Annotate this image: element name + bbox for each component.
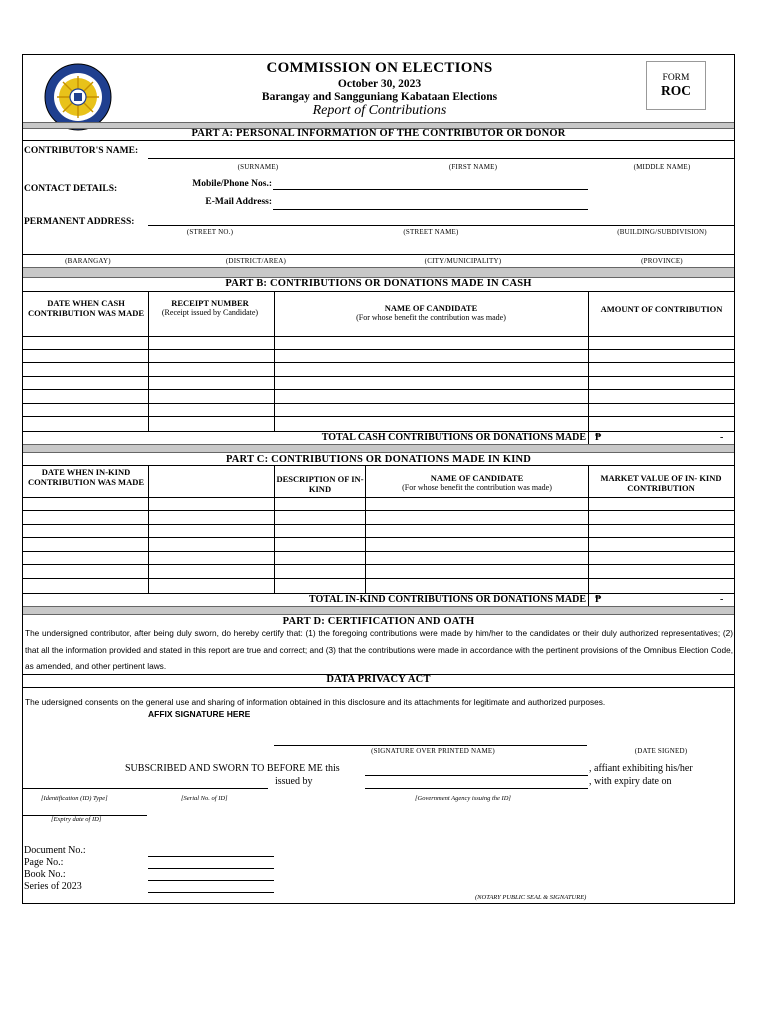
middle-name-caption: (MIDDLE NAME) xyxy=(633,163,691,171)
oath-date-field[interactable] xyxy=(365,775,588,776)
street-no-caption: (STREET NO.) xyxy=(186,228,234,236)
email-label: E-Mail Address: xyxy=(205,197,272,207)
privacy-title: DATA PRIVACY ACT xyxy=(326,674,431,685)
id-type-caption: [Identification (ID) Type] xyxy=(41,795,108,802)
contributor-name-label: CONTRIBUTOR'S NAME: xyxy=(24,146,139,156)
col-cash-date: DATE WHEN CASH CONTRIBUTION WAS MADE xyxy=(27,298,145,318)
col-amount: AMOUNT OF CONTRIBUTION xyxy=(600,304,723,314)
barangay-caption: (BARANGAY) xyxy=(65,257,111,265)
serial-caption: [Serial No. of ID] xyxy=(181,795,228,802)
rule xyxy=(274,465,275,593)
col-description: DESCRIPTION OF IN-KIND xyxy=(276,474,364,494)
inkind-total-currency: ₱ xyxy=(595,594,602,605)
signature-caption: (SIGNATURE OVER PRINTED NAME) xyxy=(371,747,495,755)
rule xyxy=(365,465,366,593)
address-label: PERMANENT ADDRESS: xyxy=(24,217,135,227)
first-name-caption: (FIRST NAME) xyxy=(448,163,498,171)
form-label: FORM xyxy=(662,73,690,83)
inkind-row[interactable] xyxy=(23,551,734,552)
certification-text: The undersigned contributor, after being duly sworn, do hereby certify that: (1) the foregoing contributions were made by him/her to the candidates or their duly authorized representatives; (2) that all the information provided and stated in this report are true and correct; and (3) that the contributions were made in accordance with the pertinent provisions of the Omnibus Election Code, as amended, and other pertinent laws. xyxy=(25,628,733,671)
form-code: ROC xyxy=(661,83,691,98)
contributor-name-field[interactable] xyxy=(148,158,734,159)
address-field[interactable] xyxy=(148,225,734,226)
book-no-field[interactable] xyxy=(148,880,274,881)
inkind-total-value: - xyxy=(720,594,724,605)
rule xyxy=(148,291,149,431)
inkind-row[interactable] xyxy=(23,578,734,579)
part-a-title: PART A: PERSONAL INFORMATION OF THE CONTRIBUTOR OR DONOR xyxy=(191,128,566,139)
part-c-title: PART C: CONTRIBUTIONS OR DONATIONS MADE IN KIND xyxy=(225,454,532,465)
date-signed-caption: (DATE SIGNED) xyxy=(634,747,688,755)
cash-total-currency: ₱ xyxy=(595,432,602,443)
address-field-2[interactable] xyxy=(23,254,734,255)
city-caption: (CITY/MUNICIPALITY) xyxy=(424,257,502,265)
building-caption: (BUILDING/SUBDIVISION) xyxy=(617,228,707,236)
inkind-row[interactable] xyxy=(23,497,734,498)
col-inkind-candidate-label: NAME OF CANDIDATE xyxy=(430,473,524,483)
province-caption: (PROVINCE) xyxy=(641,257,683,265)
cash-row[interactable] xyxy=(23,389,734,390)
inkind-row[interactable] xyxy=(23,537,734,538)
expiry-date-caption: [Expiry date of ID] xyxy=(51,816,102,823)
series-field[interactable] xyxy=(148,892,274,893)
cash-row[interactable] xyxy=(23,376,734,377)
privacy-text: The udersigned consents on the general use and sharing of information obtained in this disclosure and its attachments for legitimate and authorized purposes. xyxy=(25,697,606,707)
signature-field[interactable] xyxy=(274,745,587,746)
expiry-text: , with expiry date on xyxy=(589,776,672,787)
rule xyxy=(23,687,734,688)
rule xyxy=(588,291,589,431)
divider-bar xyxy=(23,444,734,453)
part-d-title: PART D: CERTIFICATION AND OATH xyxy=(282,616,475,627)
col-candidate-sub: (For whose benefit the contribution was made) xyxy=(356,313,506,322)
affiant-text: , affiant exhibiting his/her xyxy=(589,763,693,774)
cash-total-value: - xyxy=(720,432,724,443)
contact-label: CONTACT DETAILS: xyxy=(24,184,118,194)
col-candidate xyxy=(275,303,587,323)
affix-signature-label: AFFIX SIGNATURE HERE xyxy=(148,709,251,719)
subscribed-text: SUBSCRIBED AND SWORN TO BEFORE ME this xyxy=(125,763,340,774)
col-market-value: MARKET VALUE OF IN- KIND CONTRIBUTION xyxy=(600,473,722,493)
inkind-row[interactable] xyxy=(23,510,734,511)
agency-caption: [Government Agency issuing the ID] xyxy=(415,795,511,802)
phone-label: Mobile/Phone Nos.: xyxy=(192,179,272,189)
inkind-row[interactable] xyxy=(23,564,734,565)
surname-caption: (SURNAME) xyxy=(237,163,279,171)
rule xyxy=(148,465,149,593)
agency-title: COMMISSION ON ELECTIONS xyxy=(266,60,493,76)
book-no-label: Book No.: xyxy=(24,869,66,880)
form-code-box xyxy=(646,61,706,110)
rule xyxy=(274,291,275,431)
id-type-field[interactable] xyxy=(23,788,268,789)
rule xyxy=(23,291,734,292)
col-inkind-candidate xyxy=(367,473,587,493)
col-receipt-sub: (Receipt issued by Candidate) xyxy=(161,308,259,317)
cash-row[interactable] xyxy=(23,349,734,350)
email-field[interactable] xyxy=(273,209,588,210)
issued-by-text: issued by xyxy=(275,776,313,787)
page-no-field[interactable] xyxy=(148,868,274,869)
divider-bar xyxy=(23,606,734,615)
cash-total-label: TOTAL CASH CONTRIBUTIONS OR DONATIONS MADE xyxy=(321,432,586,443)
cash-row[interactable] xyxy=(23,403,734,404)
inkind-row[interactable] xyxy=(23,524,734,525)
rule xyxy=(588,431,589,444)
rule xyxy=(588,593,589,606)
cash-row[interactable] xyxy=(23,336,734,337)
rule xyxy=(588,465,589,593)
col-inkind-candidate-sub: (For whose benefit the contribution was made) xyxy=(402,483,552,492)
cash-row[interactable] xyxy=(23,416,734,417)
col-receipt-label: RECEIPT NUMBER xyxy=(171,298,249,308)
col-receipt xyxy=(149,298,271,318)
rule xyxy=(23,465,734,466)
street-name-caption: (STREET NAME) xyxy=(403,228,459,236)
series-label: Series of 2023 xyxy=(24,881,82,892)
page-no-label: Page No.: xyxy=(24,857,64,868)
rule xyxy=(23,140,734,141)
inkind-total-label: TOTAL IN-KIND CONTRIBUTIONS OR DONATIONS MADE xyxy=(309,594,586,605)
doc-no-label: Document No.: xyxy=(24,845,86,856)
col-candidate-label: NAME OF CANDIDATE xyxy=(384,303,478,313)
divider-bar xyxy=(23,267,734,278)
report-title: Report of Contributions xyxy=(312,103,447,118)
part-b-title: PART B: CONTRIBUTIONS OR DONATIONS MADE IN CASH xyxy=(225,278,532,289)
doc-no-field[interactable] xyxy=(148,856,274,857)
election-name: Barangay and Sangguniang Kabataan Elections xyxy=(261,91,498,103)
election-date: October 30, 2023 xyxy=(337,78,422,90)
phone-field[interactable] xyxy=(273,189,588,190)
agency-field[interactable] xyxy=(365,788,588,789)
form-page xyxy=(22,54,735,904)
col-inkind-date: DATE WHEN IN-KIND CONTRIBUTION WAS MADE xyxy=(27,467,145,487)
cash-row[interactable] xyxy=(23,362,734,363)
district-caption: (DISTRICT/AREA) xyxy=(225,257,287,265)
notary-seal-caption: (NOTARY PUBLIC SEAL & SIGNATURE) xyxy=(475,894,587,901)
